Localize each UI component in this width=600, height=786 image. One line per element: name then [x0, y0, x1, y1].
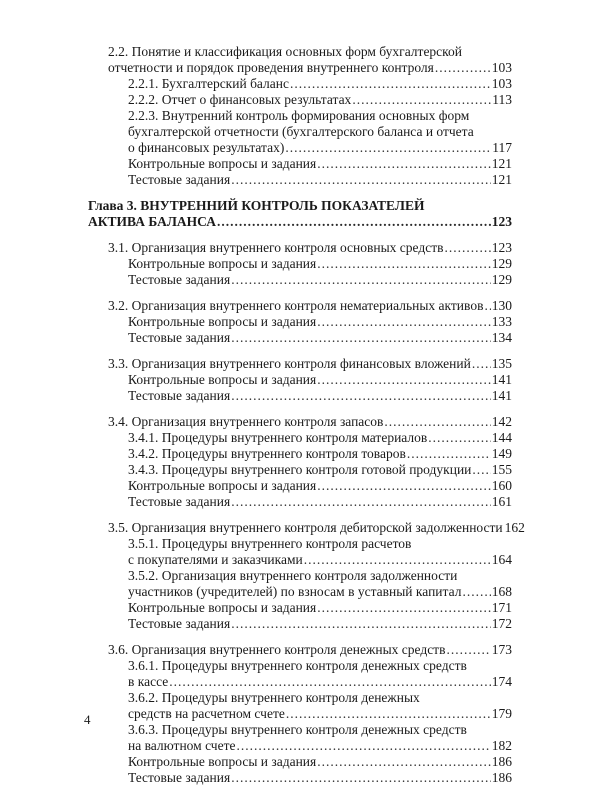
toc-leader-dots — [231, 172, 491, 188]
toc-gap — [88, 288, 512, 298]
toc-entry[interactable] — [88, 314, 512, 330]
toc-entry-title: Тестовые задания — [128, 770, 231, 785]
toc-leader-dots — [217, 214, 491, 230]
toc-entry-title: Контрольные вопросы и задания — [128, 478, 317, 493]
toc-entry-title: Контрольные вопросы и задания — [128, 156, 317, 171]
toc-leader-dots — [236, 738, 490, 754]
toc-leader-dots — [472, 462, 490, 478]
toc-page-number: 142 — [491, 414, 512, 429]
toc-gap — [88, 510, 512, 520]
toc-page-number: 182 — [491, 738, 512, 753]
page-number: 4 — [84, 712, 91, 727]
toc-leader-dots — [428, 430, 490, 446]
toc-entry[interactable] — [88, 372, 512, 388]
toc-entry[interactable] — [88, 536, 512, 568]
toc-entry-line: 2.2.3. Внутренний контроль формирования основных форм — [128, 108, 470, 123]
toc-page-number: 171 — [491, 600, 512, 615]
toc-leader-dots — [317, 600, 491, 616]
toc-entry[interactable] — [88, 76, 512, 92]
toc-page-number: 123 — [491, 214, 512, 229]
toc-entry-line: бухгалтерской отчетности (бухгалтерского баланса и отчета — [128, 124, 474, 139]
toc-gap — [88, 346, 512, 356]
toc-page-number: 135 — [491, 356, 512, 371]
toc-entry[interactable] — [88, 462, 512, 478]
toc-entry[interactable] — [88, 256, 512, 272]
toc-entry[interactable] — [88, 414, 512, 430]
toc-page-number: 161 — [491, 494, 512, 509]
toc-page-number: 134 — [491, 330, 512, 345]
toc-page-number: 121 — [491, 156, 512, 171]
toc-entry-title: Контрольные вопросы и задания — [128, 600, 317, 615]
toc-leader-dots — [231, 770, 491, 786]
toc-leader-dots — [317, 256, 491, 272]
toc-leader-dots — [285, 140, 491, 156]
toc-entry[interactable] — [88, 446, 512, 462]
toc-entry-title: 3.4.2. Процедуры внутреннего контроля товаров — [128, 446, 406, 461]
toc-leader-dots — [231, 388, 491, 404]
toc-entry[interactable] — [88, 690, 512, 722]
toc-entry[interactable] — [88, 330, 512, 346]
toc-page-number: 130 — [491, 298, 512, 313]
toc-page-number: 162 — [504, 520, 525, 535]
toc-page-number: 160 — [491, 478, 512, 493]
toc-entry-title: АКТИВА БАЛАНСА — [88, 214, 216, 229]
toc-gap — [88, 230, 512, 240]
toc-entry[interactable] — [88, 430, 512, 446]
toc-entry[interactable] — [88, 520, 525, 536]
toc-page-number: 174 — [491, 674, 512, 689]
toc-entry[interactable] — [88, 600, 512, 616]
toc-leader-dots — [317, 156, 491, 172]
toc-entry-line: 3.6.3. Процедуры внутреннего контроля денежных средств — [128, 722, 467, 737]
toc-leader-dots — [304, 552, 491, 568]
toc-entry-title: 3.4.1. Процедуры внутреннего контроля материалов — [128, 430, 428, 445]
toc-page-number: 164 — [491, 552, 512, 567]
toc-leader-dots — [435, 60, 491, 76]
toc-page-number: 144 — [491, 430, 512, 445]
toc-entry-title: Тестовые задания — [128, 616, 231, 631]
toc-page-number: 173 — [491, 642, 512, 657]
toc-page-number: 186 — [491, 770, 512, 785]
toc-entry-line: 3.5.2. Организация внутреннего контроля задолженности — [128, 568, 458, 583]
toc-entry[interactable] — [88, 616, 512, 632]
toc-entry-title: Тестовые задания — [128, 330, 231, 345]
toc-page-number: 117 — [492, 140, 512, 155]
toc-entry-line: Глава 3. ВНУТРЕННИЙ КОНТРОЛЬ ПОКАЗАТЕЛЕЙ — [88, 198, 425, 213]
toc-entry-title: Тестовые задания — [128, 494, 231, 509]
toc-page-number: 129 — [491, 272, 512, 287]
toc-entry[interactable] — [88, 494, 512, 510]
toc-leader-dots — [484, 298, 490, 314]
toc-entry-title: Тестовые задания — [128, 272, 231, 287]
toc-entry[interactable] — [88, 478, 512, 494]
toc-gap — [88, 404, 512, 414]
toc-entry[interactable] — [88, 754, 512, 770]
toc-entry-line: 3.6.2. Процедуры внутреннего контроля денежных — [128, 690, 420, 705]
toc-entry-title: отчетности и порядок проведения внутреннего контроля — [108, 60, 434, 75]
toc-entry[interactable] — [88, 172, 512, 188]
toc-entry-title: 3.2. Организация внутреннего контроля нематериальных активов — [108, 298, 484, 313]
toc-page-number: 113 — [492, 92, 512, 107]
toc-entry[interactable] — [88, 388, 512, 404]
toc-entry[interactable] — [88, 240, 512, 256]
toc-entry-title: в кассе — [128, 674, 169, 689]
toc-leader-dots — [169, 674, 491, 690]
toc-entry-title: Контрольные вопросы и задания — [128, 372, 317, 387]
toc-leader-dots — [472, 356, 491, 372]
toc-entry-title: 3.1. Организация внутреннего контроля основных средств — [108, 240, 444, 255]
toc-entry[interactable] — [88, 44, 512, 76]
toc-entry-title: с покупателями и заказчиками — [128, 552, 303, 567]
toc-entry-title: Контрольные вопросы и задания — [128, 754, 317, 769]
toc-page-number: 141 — [491, 388, 512, 403]
toc-entry-line: 2.2. Понятие и классификация основных форм бухгалтерской — [108, 44, 463, 59]
toc-leader-dots — [317, 754, 491, 770]
toc-leader-dots — [317, 314, 491, 330]
toc-entry-title: 3.4.3. Процедуры внутреннего контроля готовой продукции — [128, 462, 472, 477]
toc-entry-title: 2.2.2. Отчет о финансовых результатах — [128, 92, 352, 107]
toc-leader-dots — [446, 642, 490, 658]
toc-leader-dots — [317, 478, 491, 494]
toc-entry[interactable] — [88, 568, 512, 600]
toc-entry-title: Контрольные вопросы и задания — [128, 256, 317, 271]
toc-leader-dots — [290, 76, 491, 92]
toc-page-number: 129 — [491, 256, 512, 271]
toc-gap — [88, 632, 512, 642]
toc-entry-title: 3.6. Организация внутреннего контроля денежных средств — [108, 642, 446, 657]
toc-entry-line: 3.5.1. Процедуры внутреннего контроля расчетов — [128, 536, 412, 551]
toc-entry-title: участников (учредителей) по взносам в уставный капитал — [128, 584, 462, 599]
toc-leader-dots — [462, 584, 490, 600]
toc-entry-title: Тестовые задания — [128, 388, 231, 403]
toc-page-number: 123 — [491, 240, 512, 255]
toc-page-number: 121 — [491, 172, 512, 187]
toc-leader-dots — [407, 446, 491, 462]
toc-entry-title: Тестовые задания — [128, 172, 231, 187]
toc-entry[interactable] — [88, 298, 512, 314]
toc-page-number: 172 — [491, 616, 512, 631]
toc-entry-line: 3.6.1. Процедуры внутреннего контроля денежных средств — [128, 658, 467, 673]
toc-entry-title: 3.5. Организация внутреннего контроля дебиторской задолженности — [108, 520, 503, 535]
toc-entry-title: Контрольные вопросы и задания — [128, 314, 317, 329]
toc-entry-title: на валютном счете — [128, 738, 236, 753]
toc-leader-dots — [231, 616, 491, 632]
toc-leader-dots — [231, 494, 491, 510]
toc-page-number: 103 — [491, 60, 512, 75]
table-of-contents — [88, 44, 525, 786]
toc-entry[interactable] — [88, 92, 512, 108]
toc-page-number: 133 — [491, 314, 512, 329]
toc-entry-title: 2.2.1. Бухгалтерский баланс — [128, 76, 289, 91]
toc-entry[interactable] — [88, 770, 512, 786]
toc-page-number: 168 — [491, 584, 512, 599]
toc-page-number: 155 — [491, 462, 512, 477]
toc-leader-dots — [317, 372, 491, 388]
toc-leader-dots — [231, 272, 491, 288]
toc-page-number: 186 — [491, 754, 512, 769]
toc-leader-dots — [384, 414, 490, 430]
toc-entry-title: 3.4. Организация внутреннего контроля запасов — [108, 414, 384, 429]
toc-entry[interactable] — [88, 356, 512, 372]
toc-entry[interactable] — [88, 658, 512, 690]
toc-entry[interactable] — [88, 722, 512, 754]
toc-page-number: 149 — [491, 446, 512, 461]
toc-entry-title: средств на расчетном счете — [128, 706, 285, 721]
toc-leader-dots — [444, 240, 490, 256]
toc-entry[interactable] — [88, 156, 512, 172]
toc-page-number: 179 — [491, 706, 512, 721]
toc-leader-dots — [352, 92, 491, 108]
toc-entry[interactable] — [88, 642, 512, 658]
toc-page-number: 141 — [491, 372, 512, 387]
toc-entry-title: о финансовых результатах) — [128, 140, 285, 155]
toc-entry[interactable] — [88, 272, 512, 288]
toc-entry-title: 3.3. Организация внутреннего контроля финансовых вложений — [108, 356, 471, 371]
toc-leader-dots — [286, 706, 491, 722]
toc-entry[interactable] — [88, 108, 512, 156]
toc-chapter[interactable] — [88, 198, 512, 230]
toc-leader-dots — [231, 330, 491, 346]
toc-page-number: 103 — [491, 76, 512, 91]
